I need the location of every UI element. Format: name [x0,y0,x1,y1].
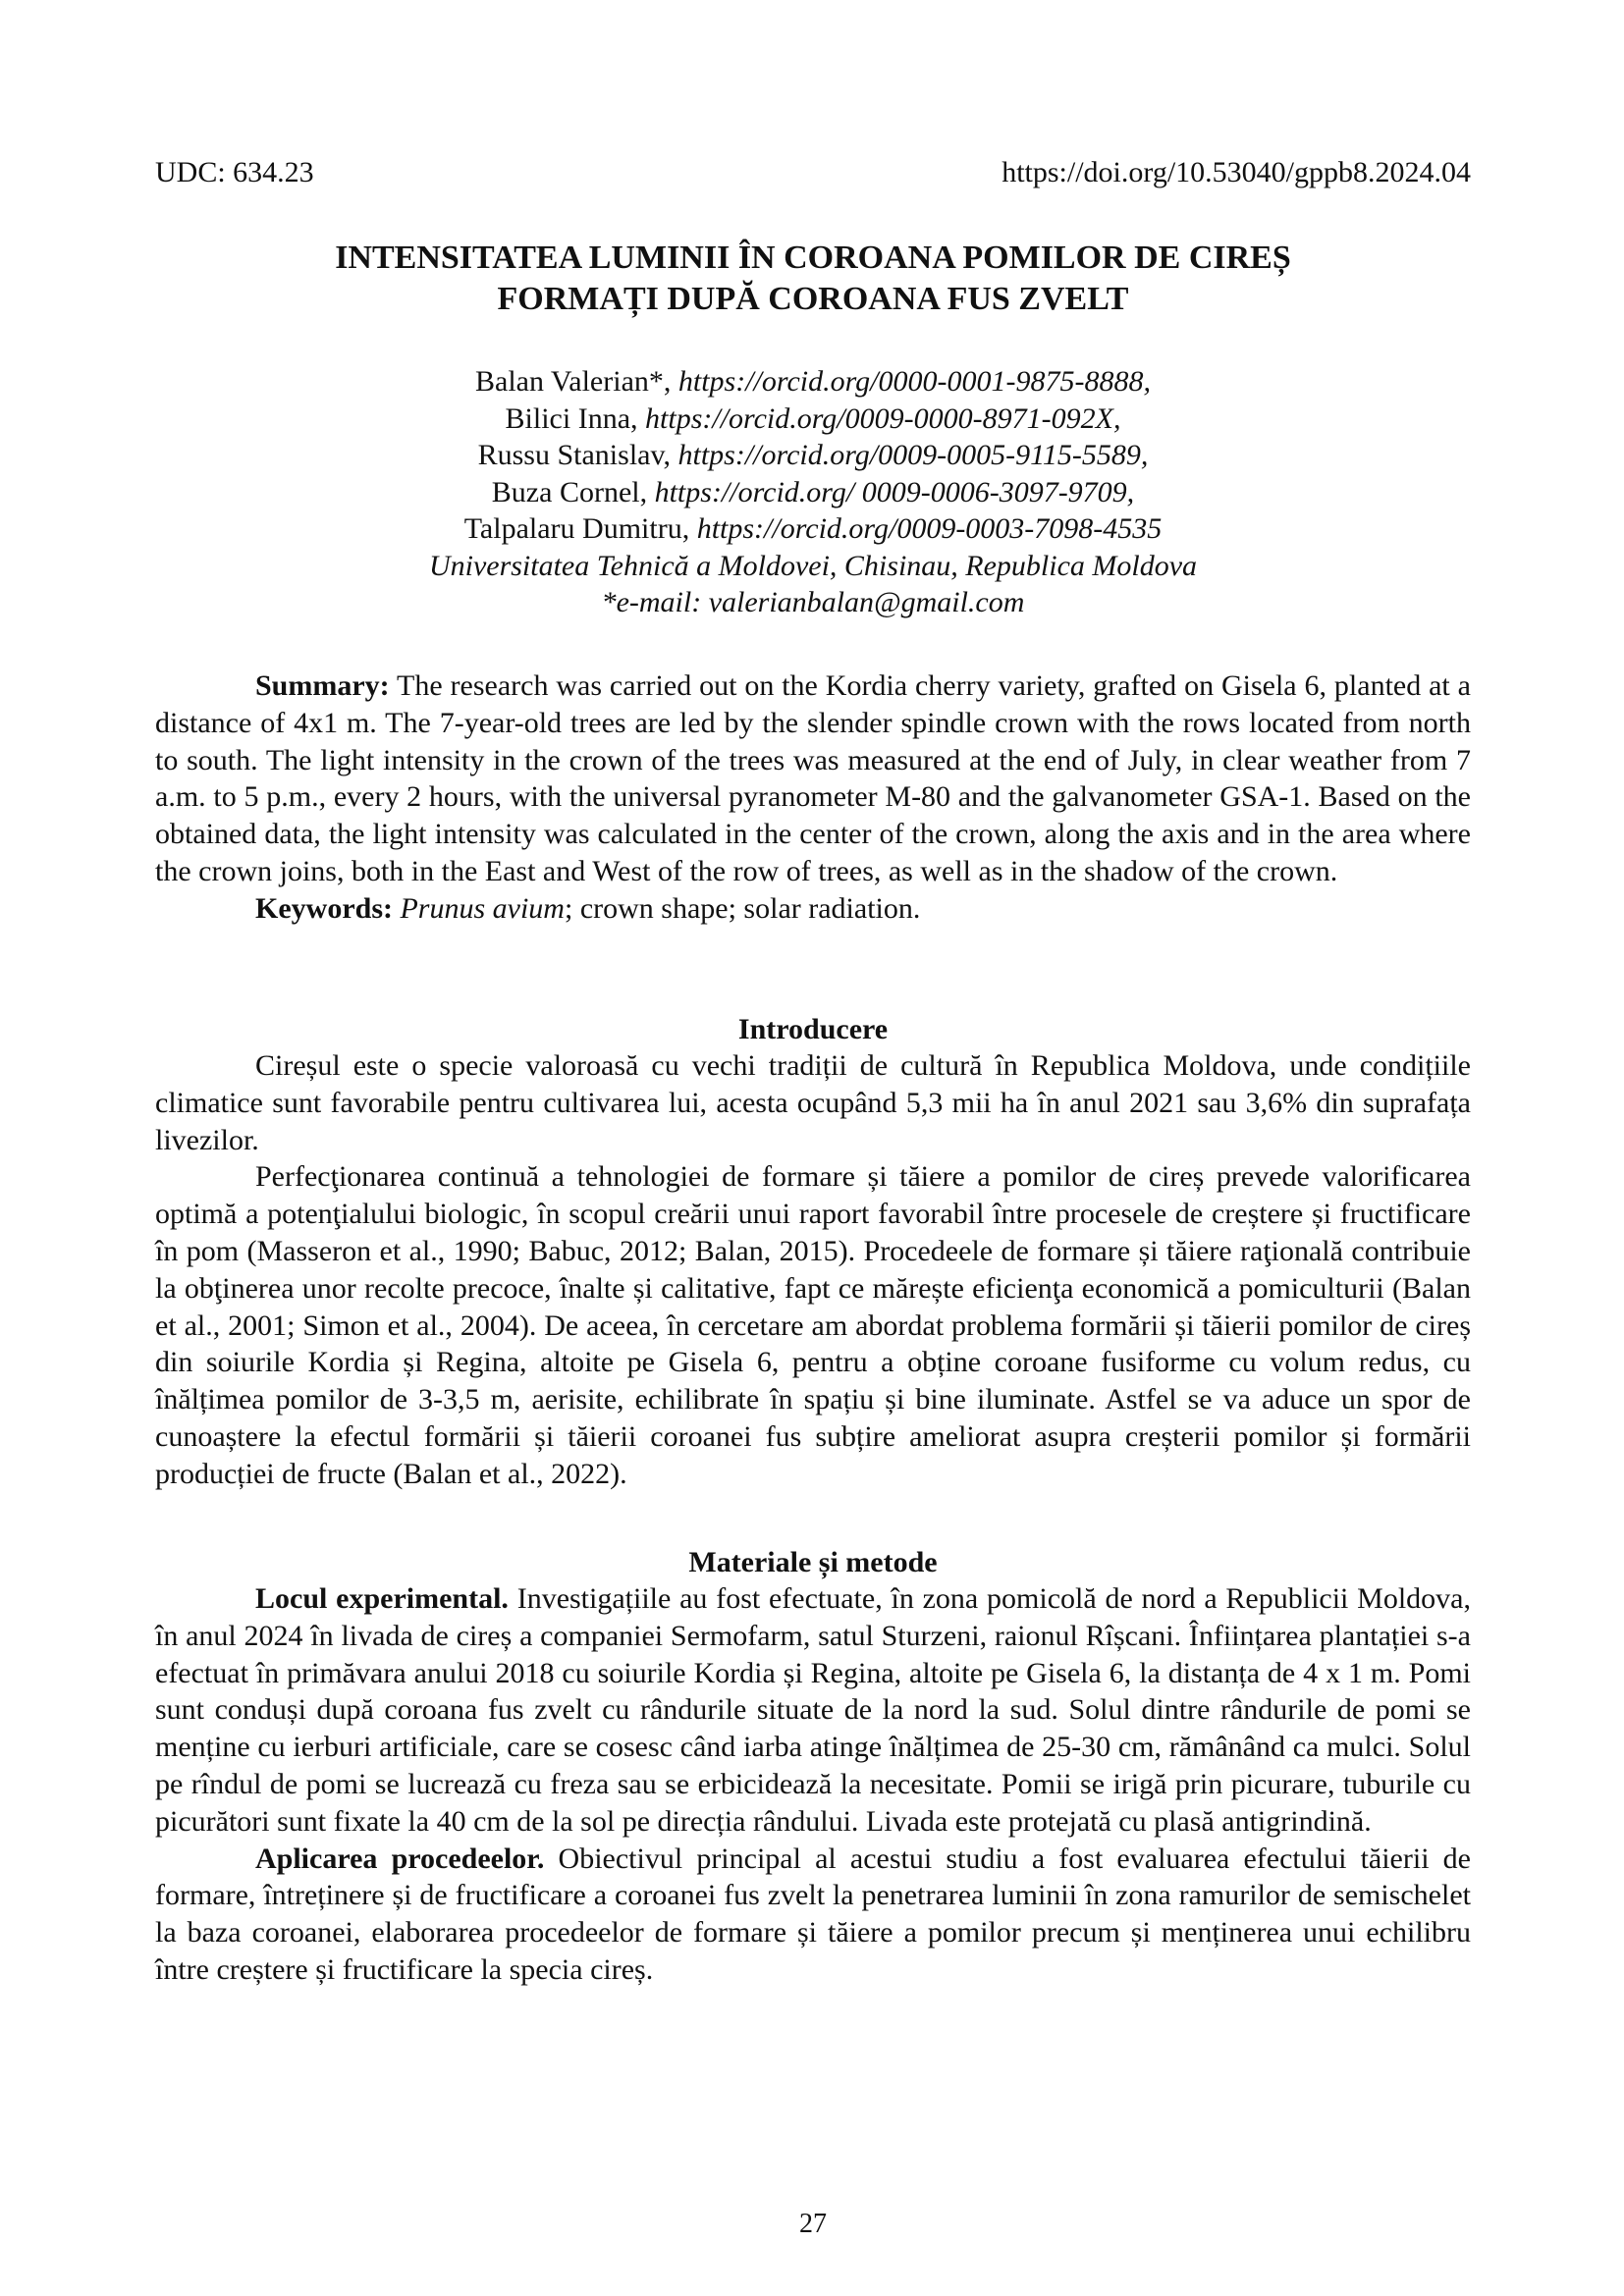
methods-p1-label: Locul experimental. [255,1582,509,1615]
methods-p2-label: Aplicarea procedeelor. [255,1842,545,1875]
affiliation: Universitatea Tehnică a Moldovei, Chisinau, Republica Moldova [428,549,1198,582]
intro-section [155,1047,1471,1493]
author-block [155,363,1471,621]
intro-heading: Introducere [737,1013,889,1045]
methods-paragraph-2 [155,1841,1471,1989]
summary-label: Summary: [255,669,390,702]
methods-p2-text: Obiectivul principal al acestui studiu a fost evaluarea efectului tăierii de formare, întreținere și de fructificare a coroanei fus zvelt la penetrarea luminii în zona ramurilor de semischelet la baza coroanei, elaborarea procedeelor de formare și tăiere a pomilor precum și menținerea unui echilibru între creștere și fructificare la specia cireș. [155,1842,1471,1986]
author-entry [155,510,1471,548]
methods-heading: Materiale și metode [688,1546,938,1578]
author-orcid-link[interactable]: https://orcid.org/ 0009-0006-3097-9709, [654,475,1135,508]
author-entry [155,437,1471,474]
methods-p1-text: Investigațiile au fost efectuate, în zona pomicolă de nord a Republicii Moldova, în anul 2024 în livada de cireș a companiei Sermofarm, satul Sturzeni, raionul Rîșcani. Înființarea plantației s-a efectuat în primăvara anului 2018 cu soiurile Kordia și Regina, altoite pe Gisela 6, la distanța de 4 x 1 m. Pomi sunt conduși după coroana fus zvelt cu rândurile situate de la nord la sud. Solul dintre rândurile de pomi se menține cu ierburi artificiale, care se cosesc când iarba atinge înălțimea de 25-30 cm, rămânând ca mulci. Solul pe rîndul de pomi se lucrează cu freza sau se erbicidează la necesitate. Pomii se irigă prin picurare, tuburile cu picurători sunt fixate la 40 cm de la sol pe direcția rândului. Livada este protejată cu plasă antigrindină. [155,1582,1471,1838]
paper-page [155,0,1471,2296]
keywords-rest: ; crown shape; solar radiation. [564,891,921,925]
author-name: Talpalaru Dumitru, [463,512,690,545]
author-name: Buza Cornel, [491,475,648,508]
contact-email[interactable]: *e-mail: valerianbalan@gmail.com [601,586,1025,618]
author-orcid-link[interactable]: https://orcid.org/0009-0005-9115-5589, [677,439,1149,471]
summary-text: The research was carried out on the Kordia cherry variety, grafted on Gisela 6, planted at a distance of 4x1 m. The 7-year-old trees are led by the slender spindle crown with the rows located from north to south. The light intensity in the crown of the trees was measured at the end of July, in clear weather from 7 a.m. to 5 p.m., every 2 hours, with the universal pyranometer M-80 and the galvanometer GSA-1. Based on the obtained data, the light intensity was calculated in the center of the crown, along the axis and in the area where the crown joins, both in the East and West of the row of trees, as well as in the shadow of the crown. [155,669,1471,887]
intro-paragraph-2: Perfecţionarea continuă a tehnologiei de formare și tăiere a pomilor de cireș prevede valorificarea optimă a potenţialului biologic, în scopul creării unui raport favorabil între procesele de creștere și fructificare în pom (Masseron et al., 1990; Babuc, 2012; Balan, 2015). Procedeele de formare și tăiere raţională contribuie la obţinerea unor recolte precoce, înalte și calitative, fapt ce mărește eficienţa economică a pomiculturii (Balan et al., 2001; Simon et al., 2004). De aceea, în cercetare am abordat problema formării și tăierii pomilor de cireș din soiurile Kordia și Regina, altoite pe Gisela 6, pentru a obține coroane fusiforme cu volum redus, cu înălțimea pomilor de 3-3,5 m, aerisite, echilibrate în spațiu și bine iluminate. Astfel se va aduce un spor de cunoaștere la efectul formării și tăierii coroanei fus subțire ameliorat asupra creșterii pomilor și formării producției de fructe (Balan et al., 2022). [155,1160,1471,1490]
author-entry [155,400,1471,438]
keyword-species: Prunus avium [400,891,565,925]
summary-section [155,667,1471,928]
author-entry [155,474,1471,511]
summary-paragraph [155,667,1471,890]
paper-title [155,238,1471,320]
author-name: Balan Valerian*, [475,365,672,398]
title-line-2: FORMAȚI DUPĂ COROANA FUS ZVELT [497,281,1129,317]
methods-section [155,1580,1471,1989]
author-orcid-link[interactable]: https://orcid.org/0009-0000-8971-092X, [645,401,1121,435]
intro-paragraph-1: Cireșul este o specie valoroasă cu vechi tradiții de cultură în Republica Moldova, unde condițiile climatice sunt favorabile pentru cultivarea lui, acesta ocupând 5,3 mii ha în anul 2021 sau 3,6% din suprafața livezilor. [155,1049,1471,1156]
udc-code: UDC: 634.23 [155,156,314,188]
author-name: Bilici Inna, [505,401,638,435]
keywords-label: Keywords: [255,891,393,925]
author-orcid-link[interactable]: https://orcid.org/0000-0001-9875-8888, [677,365,1151,398]
page-number: 27 [799,2209,827,2239]
methods-paragraph-1 [155,1580,1471,1841]
author-entry [155,363,1471,400]
keywords-line [155,890,1471,928]
author-name: Russu Stanislav, [477,439,672,471]
title-line-1: INTENSITATEA LUMINII ÎN COROANA POMILOR DE CIREȘ [335,240,1291,276]
doi-link[interactable]: https://doi.org/10.53040/gppb8.2024.04 [1001,156,1471,188]
author-orcid-link[interactable]: https://orcid.org/0009-0003-7098-4535 [696,512,1163,545]
